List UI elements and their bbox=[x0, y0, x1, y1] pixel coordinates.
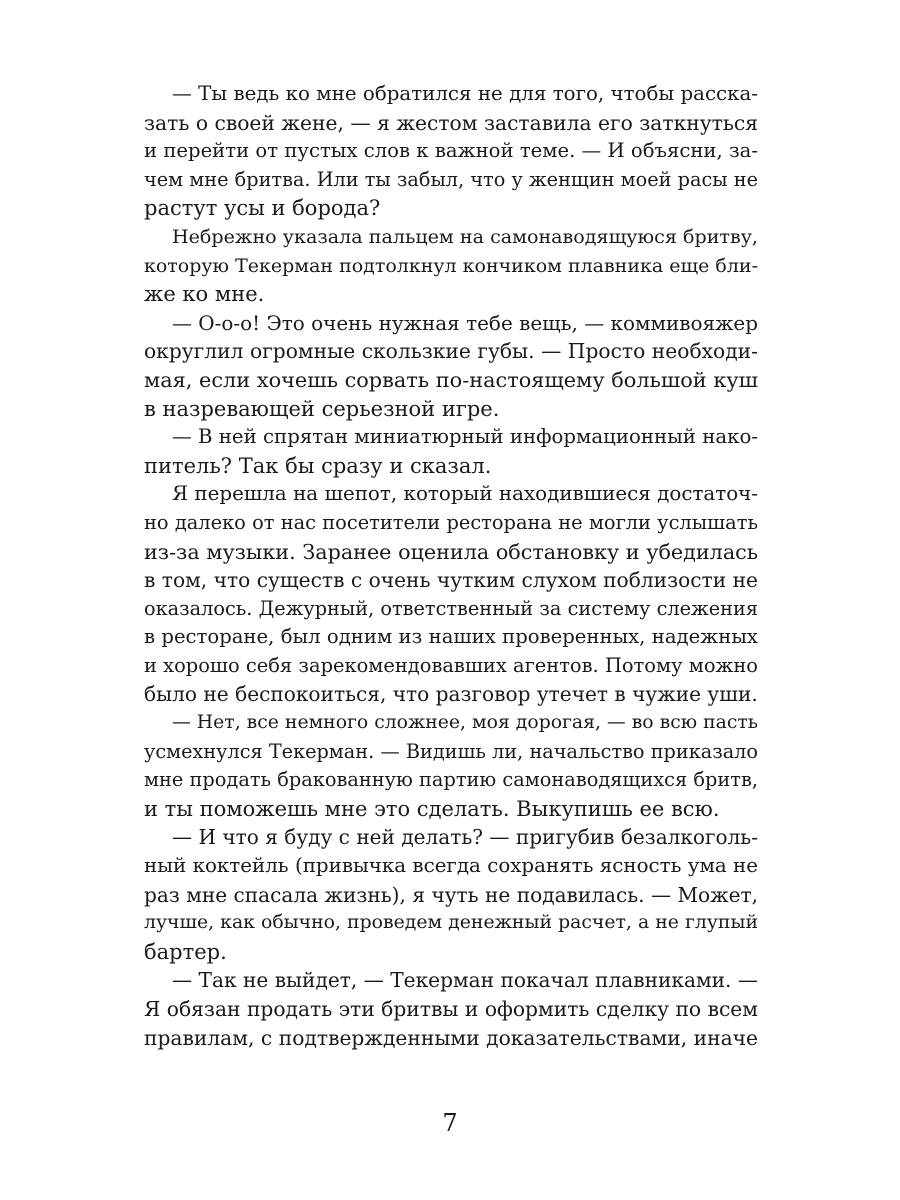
text-line: Я перешла на шепот, который находившиеся достаточ- bbox=[172, 482, 758, 506]
text-line: раз мне спасала жизнь), я чуть не подавилась. — Может, bbox=[144, 882, 758, 907]
text-line: ный коктейль (привычка всегда сохранять ясность ума не bbox=[144, 854, 758, 878]
text-line: — Так не выйдет, — Текерман покачал плавниками. — bbox=[172, 968, 758, 993]
text-line: но далеко от нас посетители ресторана не могли услышать bbox=[144, 510, 758, 534]
text-line: чем мне бритва. Или ты забыл, что у женщин моей расы не bbox=[144, 167, 758, 191]
paragraph bbox=[144, 823, 758, 966]
text-line: — Ты ведь ко мне обратился не для того, чтобы расска- bbox=[172, 82, 758, 105]
text-line: же ко мне. bbox=[144, 282, 265, 307]
text-line: зать о своей жене, — я жестом заставила его заткнуться bbox=[144, 110, 758, 135]
paragraph bbox=[144, 709, 758, 823]
text-line: в назревающей серьезной игре. bbox=[144, 396, 500, 421]
text-line: — О-о-о! Это очень нужная тебе вещь, — коммивояжер bbox=[172, 310, 758, 335]
text-line: — В ней спрятан миниатюрный информационный нако- bbox=[172, 425, 758, 449]
text-line: питель? Так бы сразу и сказал. bbox=[144, 453, 492, 478]
text-line: округлил огромные скользкие губы. — Просто необходи- bbox=[144, 339, 758, 364]
text-line: оказалось. Дежурный, ответственный за систему слежения bbox=[144, 596, 758, 620]
text-line: — И что я буду с ней делать? — пригубив безалкоголь- bbox=[172, 825, 758, 850]
text-line: в ресторане, был одним из наших проверенных, надежных bbox=[144, 625, 758, 649]
paragraph bbox=[144, 966, 758, 1052]
text-line: — Нет, все немного сложнее, моя дорогая, — во всю пасть bbox=[172, 712, 758, 734]
paragraph bbox=[144, 309, 758, 423]
paragraph bbox=[144, 423, 758, 480]
text-line: в том, что существ с очень чутким слухом поблизости не bbox=[144, 568, 758, 593]
text-line: бартер. bbox=[144, 939, 227, 964]
paragraph bbox=[144, 80, 758, 223]
text-line: растут усы и борода? bbox=[144, 196, 381, 221]
text-line: усмехнулся Текерман. — Видишь ли, начальство приказало bbox=[144, 739, 758, 763]
text-line: и ты поможешь мне это сделать. Выкупишь ее всю. bbox=[144, 796, 720, 821]
text-line: мне продать бракованную партию самонаводящихся бритв, bbox=[144, 768, 758, 792]
text-line: лучше, как обычно, проведем денежный расчет, а не глупый bbox=[144, 912, 758, 934]
text-line: было не беспокоиться, что разговор утечет в чужие уши. bbox=[144, 682, 758, 707]
text-line: правилам, с подтвержденными доказательствами, иначе bbox=[144, 1025, 758, 1050]
text-line: и хорошо себя зарекомендовавших агентов. Потому можно bbox=[144, 653, 758, 677]
page-number: 7 bbox=[442, 1109, 458, 1137]
text-line: из-за музыки. Заранее оценила обстановку и убедилась bbox=[144, 539, 758, 564]
text-line: и перейти от пустых слов к важной теме. — И объясни, за- bbox=[144, 139, 758, 163]
paragraph bbox=[144, 480, 758, 709]
page-body bbox=[144, 80, 758, 1052]
text-line: Небрежно указала пальцем на самонаводящуюся бритву, bbox=[172, 225, 758, 248]
text-line: которую Текерман подтолкнул кончиком плавника еще бли- bbox=[144, 254, 758, 277]
paragraph bbox=[144, 223, 758, 309]
text-line: мая, если хочешь сорвать по-настоящему большой куш bbox=[144, 367, 758, 392]
text-line: Я обязан продать эти бритвы и оформить сделку по всем bbox=[144, 997, 758, 1021]
